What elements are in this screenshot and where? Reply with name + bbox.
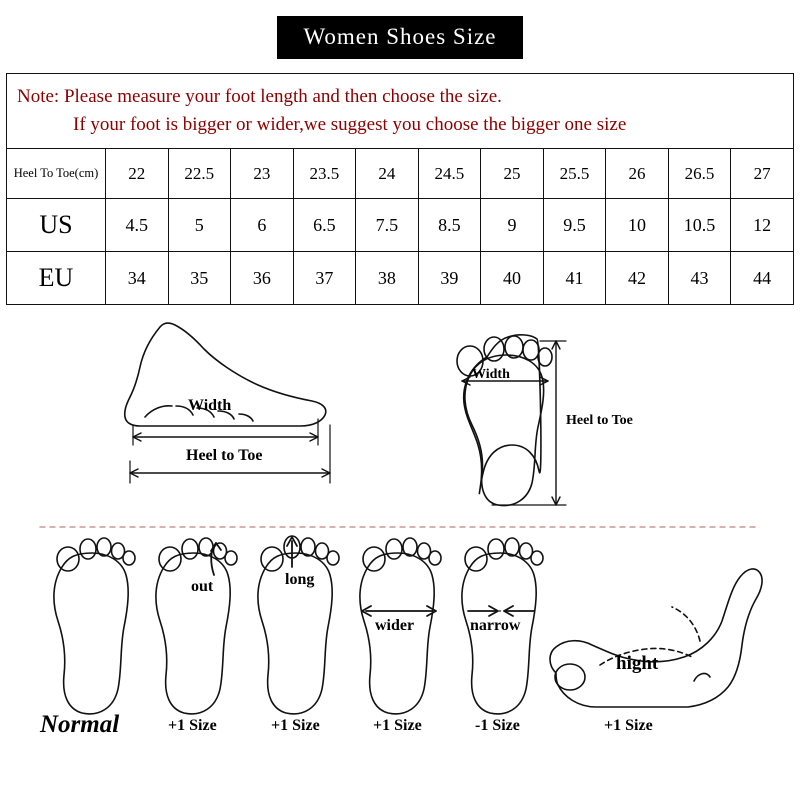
cell: 25.5 (543, 149, 606, 199)
caption-normal: Normal (40, 711, 120, 739)
sole-toe-3 (505, 336, 523, 358)
table-row (7, 199, 794, 252)
cell: 39 (418, 252, 481, 305)
cell: 22 (106, 149, 169, 199)
note-block (6, 73, 794, 148)
cell: 22.5 (168, 149, 231, 199)
cell: 8.5 (418, 199, 481, 252)
page-title: Women Shoes Size (277, 16, 522, 59)
footprint-long (258, 536, 339, 714)
caption-hight: +1 Size (604, 717, 653, 735)
note-line-1: Note: Please measure your foot length and then choose the size. (17, 86, 502, 107)
cell: 24 (356, 149, 419, 199)
sole-foot-width-label: Width (472, 367, 510, 383)
cell: 26 (606, 149, 669, 199)
sole-toe-5 (538, 348, 552, 366)
side-foot-heel-to-toe-label: Heel to Toe (186, 447, 263, 465)
sole-foot-heel-to-toe-label: Heel to Toe (566, 413, 633, 429)
sole-toe-4 (523, 340, 539, 360)
note-wider-label: wider (375, 617, 415, 635)
side-foot-width-label: Width (188, 397, 232, 415)
cell: 5 (168, 199, 231, 252)
table-row (7, 149, 794, 199)
cell: 10.5 (668, 199, 731, 252)
cell: 6 (231, 199, 294, 252)
side-foot-toes (145, 406, 172, 417)
row-header-eu: EU (7, 252, 106, 305)
row-header-heel-to-toe: Heel To Toe(cm) (7, 149, 106, 199)
cell: 36 (231, 252, 294, 305)
caption-out: +1 Size (168, 717, 217, 735)
cell: 38 (356, 252, 419, 305)
footprint-height-side (550, 569, 762, 707)
caption-wider: +1 Size (373, 717, 422, 735)
note-narrow-label: narrow (470, 617, 521, 635)
note-line-2: If your foot is bigger or wider,we suggest you choose the bigger one size (73, 113, 627, 135)
cell: 25 (481, 149, 544, 199)
sole-toe-2 (484, 337, 504, 361)
cell: 44 (731, 252, 794, 305)
note-long-label: long (285, 571, 315, 589)
cell: 10 (606, 199, 669, 252)
cell: 4.5 (106, 199, 169, 252)
cell: 34 (106, 252, 169, 305)
cell: 43 (668, 252, 731, 305)
table-row (7, 252, 794, 305)
row-header-us: US (7, 199, 106, 252)
sole-foot-outline (464, 335, 541, 494)
cell: 6.5 (293, 199, 356, 252)
cell: 24.5 (418, 149, 481, 199)
caption-long: +1 Size (271, 717, 320, 735)
cell: 12 (731, 199, 794, 252)
foot-measurement-diagrams (0, 305, 800, 739)
footprint-normal (54, 538, 135, 714)
cell: 23 (231, 149, 294, 199)
diagram-svg (0, 305, 800, 735)
cell: 40 (481, 252, 544, 305)
cell: 37 (293, 252, 356, 305)
note-out-label: out (191, 578, 214, 596)
cell: 27 (731, 149, 794, 199)
size-table (6, 148, 794, 305)
cell: 35 (168, 252, 231, 305)
title-container (0, 0, 800, 59)
caption-narrow: -1 Size (475, 717, 520, 735)
cell: 7.5 (356, 199, 419, 252)
side-foot-toe-4 (239, 414, 253, 421)
cell: 9.5 (543, 199, 606, 252)
footprint-out (156, 538, 237, 714)
cell: 9 (481, 199, 544, 252)
cell: 26.5 (668, 149, 731, 199)
cell: 41 (543, 252, 606, 305)
note-hight-label: hight (616, 653, 659, 675)
cell: 42 (606, 252, 669, 305)
cell: 23.5 (293, 149, 356, 199)
